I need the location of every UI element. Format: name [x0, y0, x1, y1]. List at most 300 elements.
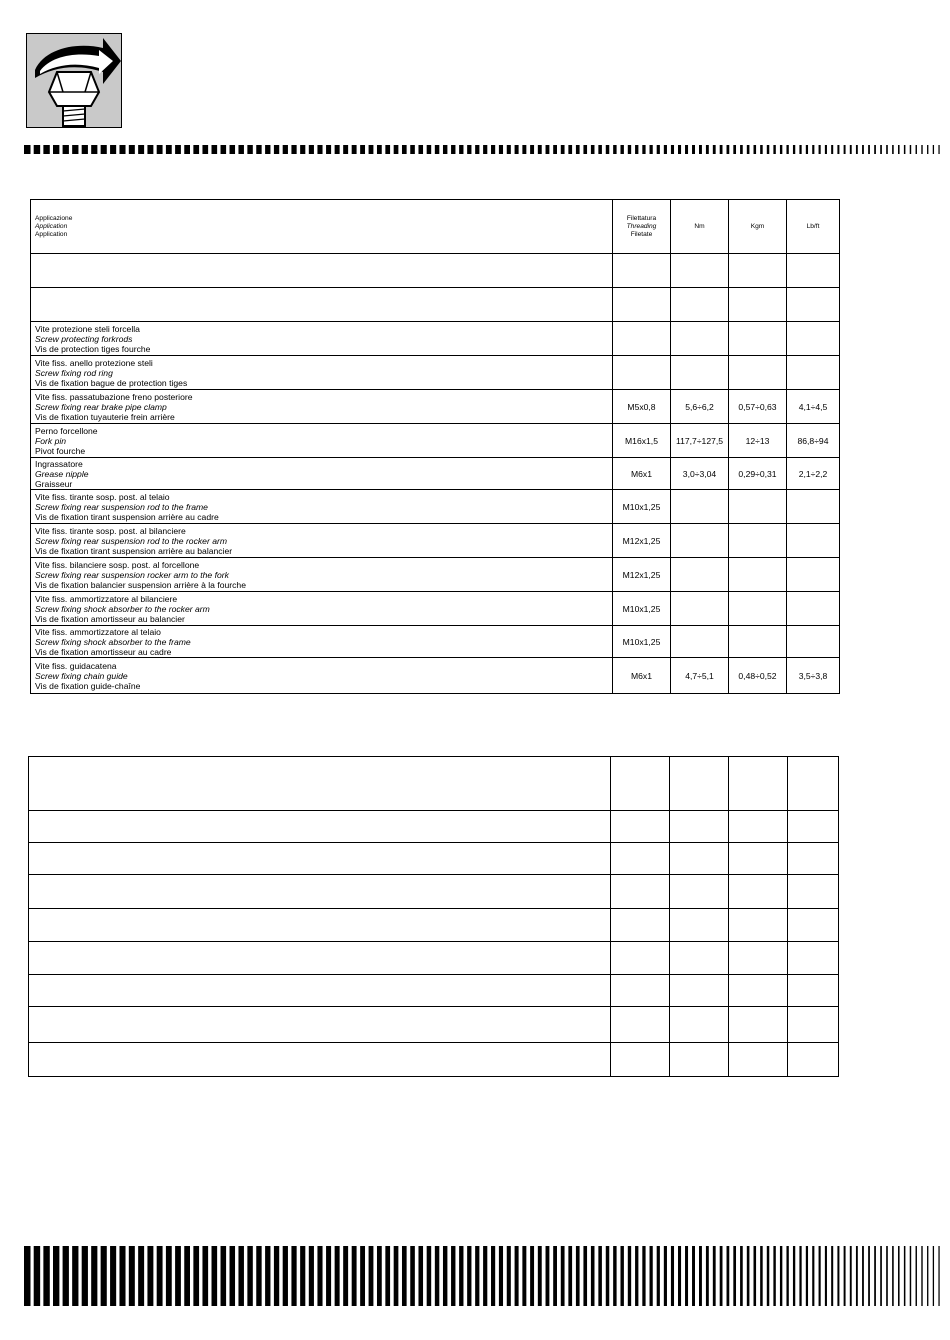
blank-cell [670, 1043, 729, 1077]
blank-cell [729, 811, 788, 843]
separator-segment [418, 1246, 423, 1306]
separator-segment [760, 145, 763, 154]
separator-segment [499, 145, 503, 154]
separator-segment [844, 145, 846, 154]
separator-segment [874, 1246, 876, 1306]
application-it: Vite protezione steli forcella [35, 323, 140, 334]
blank-cell [788, 975, 839, 1007]
separator-segment [427, 1246, 432, 1306]
separator-segment [475, 145, 479, 154]
separator-segment [82, 1246, 88, 1306]
separator-segment [538, 1246, 542, 1306]
separator-segment [767, 145, 769, 154]
separator-segment [583, 1246, 587, 1306]
separator-segment [184, 1246, 190, 1306]
separator-segment [620, 145, 623, 154]
application-it: Ingrassatore [35, 458, 83, 469]
blank-cell [788, 811, 839, 843]
separator-segment [274, 1246, 279, 1306]
application-en: Screw fixing rod ring [35, 367, 113, 378]
separator-segment [812, 1246, 814, 1306]
separator-segment [119, 145, 125, 154]
separator-segment [147, 145, 153, 154]
separator-segment [360, 145, 365, 154]
separator-segment [678, 145, 681, 154]
table-header-row [31, 200, 840, 254]
separator-segment [427, 145, 432, 154]
threading-cell [613, 356, 671, 390]
blank-table-row [29, 975, 839, 1007]
separator-segment [720, 145, 723, 154]
blank-cell [729, 975, 788, 1007]
application-fr: Vis de protection tiges fourche [35, 343, 151, 354]
separator-segment [193, 145, 199, 154]
separator-segment [793, 145, 795, 154]
separator-segment [642, 145, 645, 154]
application-fr: Vis de fixation tirant suspension arrière au cadre [35, 511, 219, 522]
application-en: Screw fixing rear brake pipe clamp [35, 401, 167, 412]
torque-bolt-icon [27, 34, 123, 129]
separator-segment [642, 1246, 645, 1306]
separator-segment [24, 1246, 31, 1306]
application-cell [31, 390, 613, 424]
blank-cell [670, 757, 729, 811]
separator-segment [43, 145, 49, 154]
separator-segment [451, 145, 455, 154]
separator-segment [898, 1246, 900, 1306]
application-fr: Vis de fixation balancier suspension arrière à la fourche [35, 579, 246, 590]
separator-segment [546, 145, 550, 154]
header-kgm: Kgm [729, 200, 787, 254]
blank-cell [670, 942, 729, 975]
blank-cell [729, 942, 788, 975]
blank-cell [729, 1007, 788, 1043]
table-row [31, 254, 840, 288]
separator-segment [202, 145, 208, 154]
separator-segment [806, 145, 808, 154]
application-cell [31, 490, 613, 524]
separator-segment [793, 1246, 795, 1306]
separator-segment [385, 1246, 390, 1306]
blank-cell [788, 757, 839, 811]
lbft-cell [787, 356, 840, 390]
separator-segment [193, 1246, 199, 1306]
application-en: Screw fixing shock absorber to the frame [35, 636, 191, 647]
blank-cell [788, 1043, 839, 1077]
application-fr: Vis de fixation bague de protection tiges [35, 377, 188, 388]
kgm-cell [729, 356, 787, 390]
separator-segment [606, 145, 610, 154]
blank-cell [611, 811, 670, 843]
lbft-cell [787, 524, 840, 558]
separator-segment [657, 1246, 660, 1306]
separator-segment [927, 145, 928, 154]
separator-segment [880, 145, 882, 154]
threading-cell [613, 288, 671, 322]
separator-segment [910, 1246, 911, 1306]
separator-segment [157, 1246, 163, 1306]
separator-segment [933, 1246, 934, 1306]
application-it: Vite fiss. anello protezione steli [35, 357, 153, 368]
blank-table-row [29, 1043, 839, 1077]
blank-table [28, 756, 839, 1077]
separator-segment [491, 1246, 495, 1306]
table-row [31, 424, 840, 458]
separator-segment [685, 1246, 688, 1306]
separator-segment [837, 1246, 839, 1306]
lbft-cell: 3,5÷3,8 [787, 658, 840, 694]
separator-segment [91, 1246, 97, 1306]
separator-segment [53, 1246, 59, 1306]
blank-cell [29, 1007, 611, 1043]
threading-cell: M10x1,25 [613, 592, 671, 626]
separator-segment [553, 145, 557, 154]
table-row [31, 490, 840, 524]
separator-segment [773, 1246, 775, 1306]
separator-segment [256, 1246, 261, 1306]
separator-segment [740, 145, 743, 154]
table-row [31, 558, 840, 592]
torque-table [30, 199, 840, 694]
separator-segment [664, 1246, 667, 1306]
blank-cell [611, 1043, 670, 1077]
separator-segment [754, 1246, 757, 1306]
separator-segment [530, 1246, 534, 1306]
separator-segment [147, 1246, 153, 1306]
separator-segment [720, 1246, 723, 1306]
separator-segment [515, 145, 519, 154]
separator-segment [175, 145, 181, 154]
application-en: Grease nipple [35, 468, 89, 479]
nm-cell [671, 558, 729, 592]
separator-segment [110, 145, 116, 154]
separator-segment [916, 1246, 917, 1306]
separator-segment [175, 1246, 181, 1306]
separator-segment [221, 1246, 227, 1306]
separator-segment [856, 1246, 858, 1306]
kgm-cell [729, 626, 787, 658]
separator-segment [620, 1246, 623, 1306]
separator-segment [369, 1246, 374, 1306]
separator-segment [300, 145, 305, 154]
kgm-cell [729, 490, 787, 524]
separator-segment [377, 145, 382, 154]
lbft-cell: 86,8÷94 [787, 424, 840, 458]
separator-segment [862, 1246, 864, 1306]
threading-cell: M6x1 [613, 458, 671, 490]
application-it: Perno forcellone [35, 425, 98, 436]
separator-segment [664, 145, 667, 154]
table-row [31, 658, 840, 694]
blank-cell [788, 875, 839, 909]
application-fr: Graisseur [35, 478, 73, 489]
separator-segment [230, 1246, 236, 1306]
separator-segment [335, 145, 340, 154]
separator-segment [576, 1246, 580, 1306]
separator-segment [91, 145, 97, 154]
separator-segment [443, 145, 447, 154]
kgm-cell [729, 592, 787, 626]
blank-cell [29, 875, 611, 909]
separator-segment [63, 1246, 69, 1306]
separator-segment [904, 1246, 906, 1306]
separator-segment [507, 145, 511, 154]
separator-segment [561, 1246, 565, 1306]
application-en: Fork pin [35, 435, 67, 446]
separator-segment [522, 145, 526, 154]
separator-segment [238, 1246, 243, 1306]
separator-segment [780, 1246, 782, 1306]
separator-segment [780, 145, 782, 154]
application-it: Vite fiss. tirante sosp. post. al telaio [35, 491, 170, 502]
separator-segment [491, 145, 495, 154]
separator-segment [101, 1246, 107, 1306]
separator-segment [402, 1246, 407, 1306]
blank-table-row [29, 1007, 839, 1043]
blank-cell [729, 909, 788, 942]
blank-table-row [29, 909, 839, 942]
blank-cell [670, 843, 729, 875]
separator-segment [692, 145, 695, 154]
separator-segment [274, 145, 279, 154]
separator-segment [335, 1246, 340, 1306]
separator-segment [819, 145, 821, 154]
separator-segment [63, 145, 69, 154]
separator-segment [166, 1246, 172, 1306]
separator-segment [34, 1246, 40, 1306]
torque-bolt-logo [26, 33, 122, 128]
separator-segment [806, 1246, 808, 1306]
separator-segment [747, 1246, 750, 1306]
separator-segment [394, 1246, 399, 1306]
threading-cell: M16x1,5 [613, 424, 671, 458]
threading-cell: M12x1,25 [613, 524, 671, 558]
threading-cell: M6x1 [613, 658, 671, 694]
lbft-cell [787, 288, 840, 322]
separator-segment [82, 145, 88, 154]
separator-segment [435, 145, 439, 154]
application-en: Screw fixing rear suspension rod to the frame [35, 501, 208, 512]
blank-cell [788, 843, 839, 875]
separator-segment [886, 145, 888, 154]
blank-cell [729, 757, 788, 811]
blank-table-row [29, 875, 839, 909]
separator-segment [467, 145, 471, 154]
nm-cell [671, 254, 729, 288]
separator-segment [300, 1246, 305, 1306]
separator-segment [483, 145, 487, 154]
separator-segment [247, 145, 252, 154]
separator-segment [309, 145, 314, 154]
application-cell [31, 658, 613, 694]
separator-segment [129, 145, 135, 154]
separator-segment [904, 145, 906, 154]
separator-segment [576, 145, 580, 154]
separator-segment [530, 145, 534, 154]
lbft-cell [787, 322, 840, 356]
table-row [31, 458, 840, 490]
header-nm: Nm [671, 200, 729, 254]
threading-cell: M12x1,25 [613, 558, 671, 592]
application-it: Vite fiss. passatubazione freno posteriore [35, 391, 193, 402]
blank-cell [29, 757, 611, 811]
separator-segment [546, 1246, 550, 1306]
separator-segment [119, 1246, 125, 1306]
separator-segment [101, 145, 107, 154]
lbft-cell [787, 592, 840, 626]
application-en: Screw fixing shock absorber to the rocker arm [35, 603, 210, 614]
blank-cell [611, 1007, 670, 1043]
separator-segment [230, 145, 236, 154]
application-it: Vite fiss. guidacatena [35, 660, 117, 671]
nm-cell [671, 490, 729, 524]
kgm-cell [729, 322, 787, 356]
separator-segment [352, 145, 357, 154]
separator-segment [927, 1246, 928, 1306]
separator-segment [352, 1246, 357, 1306]
separator-segment [522, 1246, 526, 1306]
separator-segment [291, 1246, 296, 1306]
separator-segment [657, 145, 660, 154]
separator-segment [713, 145, 716, 154]
nm-cell [671, 626, 729, 658]
separator-segment [706, 1246, 709, 1306]
separator-segment [166, 145, 172, 154]
separator-segment [671, 145, 674, 154]
separator-segment [635, 1246, 638, 1306]
blank-cell [788, 909, 839, 942]
separator-segment [844, 1246, 846, 1306]
separator-segment [283, 1246, 288, 1306]
separator-segment [72, 1246, 78, 1306]
separator-segment [692, 1246, 695, 1306]
separator-segment [475, 1246, 479, 1306]
blank-table-row [29, 811, 839, 843]
table-row [31, 356, 840, 390]
separator-segment [561, 145, 565, 154]
lbft-cell [787, 490, 840, 524]
separator-segment [825, 1246, 827, 1306]
blank-cell [788, 1007, 839, 1043]
blank-cell [29, 811, 611, 843]
separator-segment [377, 1246, 382, 1306]
separator-segment [786, 1246, 788, 1306]
separator-segment [921, 145, 922, 154]
blank-table-row [29, 843, 839, 875]
separator-segment [34, 145, 40, 154]
application-cell [31, 524, 613, 558]
separator-segment [727, 145, 730, 154]
nm-cell [671, 592, 729, 626]
application-fr: Vis de fixation tirant suspension arrière au balancier [35, 545, 233, 556]
separator-segment [410, 145, 415, 154]
application-fr: Vis de fixation guide-chaîne [35, 680, 141, 691]
blank-cell [611, 843, 670, 875]
separator-segment [402, 145, 407, 154]
separator-segment [394, 145, 399, 154]
separator-segment [238, 145, 243, 154]
threading-cell: M10x1,25 [613, 490, 671, 524]
separator-segment [892, 1246, 894, 1306]
threading-cell: M10x1,25 [613, 626, 671, 658]
kgm-cell [729, 254, 787, 288]
blank-cell [670, 875, 729, 909]
separator-segment [343, 145, 348, 154]
lbft-cell: 4,1÷4,5 [787, 390, 840, 424]
separator-segment [256, 145, 261, 154]
blank-cell [29, 1043, 611, 1077]
separator-segment [317, 145, 322, 154]
separator-segment [819, 1246, 821, 1306]
separator-segment [898, 145, 900, 154]
separator-segment [938, 1246, 939, 1306]
separator-segment [760, 1246, 763, 1306]
table-row [31, 626, 840, 658]
separator-segment [598, 1246, 602, 1306]
application-en: Screw fixing rear suspension rod to the rocker arm [35, 535, 228, 546]
nm-cell [671, 524, 729, 558]
threading-cell [613, 322, 671, 356]
separator-segment [568, 1246, 572, 1306]
separator-segment [892, 145, 894, 154]
separator-segment [157, 145, 163, 154]
separator-segment [72, 145, 78, 154]
separator-segment [184, 145, 190, 154]
separator-segment [443, 1246, 447, 1306]
separator-segment [699, 145, 702, 154]
kgm-cell [729, 524, 787, 558]
blank-cell [29, 843, 611, 875]
separator-segment [138, 145, 144, 154]
application-cell [31, 356, 613, 390]
separator-segment [499, 1246, 503, 1306]
separator-segment [317, 1246, 322, 1306]
separator-segment [467, 1246, 471, 1306]
kgm-cell: 0,48÷0,52 [729, 658, 787, 694]
lbft-cell: 2,1÷2,2 [787, 458, 840, 490]
separator-segment [850, 145, 852, 154]
lbft-cell [787, 626, 840, 658]
kgm-cell [729, 288, 787, 322]
separator-segment [733, 145, 736, 154]
application-cell [31, 254, 613, 288]
separator-segment [283, 145, 288, 154]
separator-segment [837, 145, 839, 154]
blank-cell [788, 942, 839, 975]
separator-segment [773, 145, 775, 154]
separator-segment [831, 1246, 833, 1306]
separator-segment [538, 145, 542, 154]
table-row [31, 524, 840, 558]
header-application: Applicazione Application Application [31, 200, 613, 254]
separator-segment [583, 145, 587, 154]
lbft-cell [787, 558, 840, 592]
separator-segment [671, 1246, 674, 1306]
separator-segment [24, 145, 31, 154]
separator-segment [910, 145, 911, 154]
separator-segment [874, 145, 876, 154]
separator-segment [786, 145, 788, 154]
lbft-cell [787, 254, 840, 288]
table-row [31, 288, 840, 322]
application-it: Vite fiss. ammortizzatore al telaio [35, 626, 161, 637]
separator-segment [212, 1246, 218, 1306]
separator-segment [369, 145, 374, 154]
nm-cell [671, 322, 729, 356]
application-cell [31, 558, 613, 592]
separator-segment [553, 1246, 557, 1306]
kgm-cell: 0,29÷0,31 [729, 458, 787, 490]
